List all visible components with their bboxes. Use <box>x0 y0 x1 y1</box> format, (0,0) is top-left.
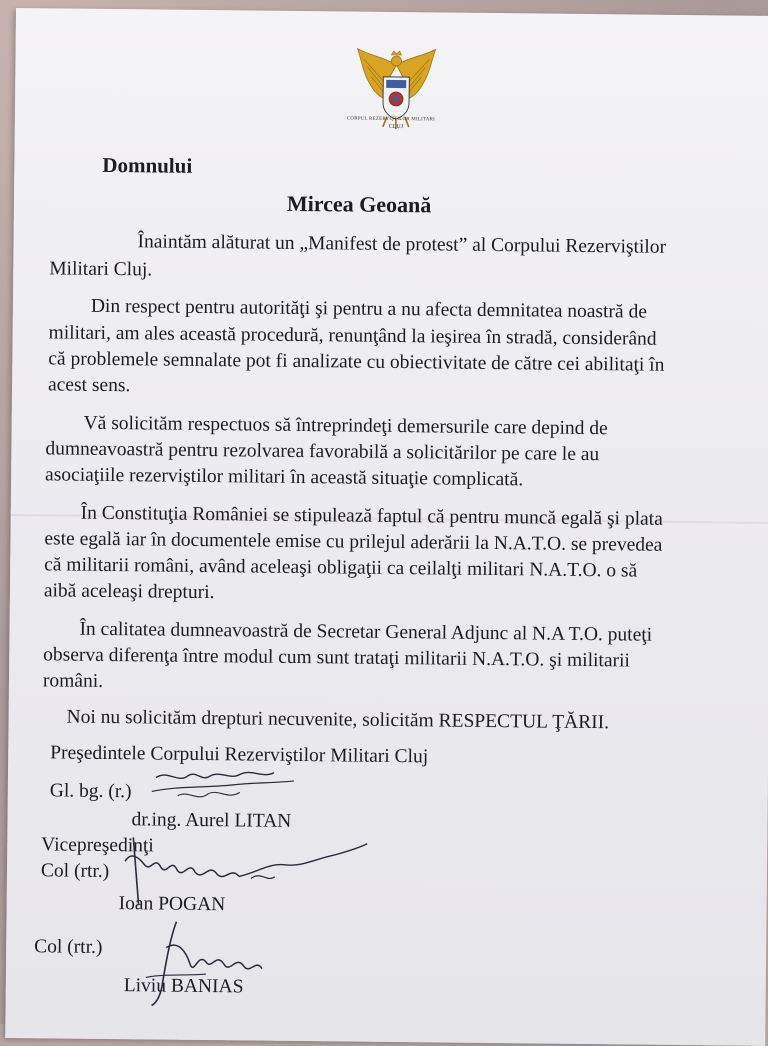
body-line: Militari Cluj. <box>49 258 153 281</box>
body-line: că problemele semnalate pot fi analizate cu obiectivitate de către cei abilitaţi în <box>48 348 665 376</box>
body-line: În calitatea dumneavoastră de Secretar General Adjunc al N.A T.O. puteţi <box>79 618 653 646</box>
body-line: acest sens. <box>47 374 131 397</box>
body-line: români. <box>42 670 104 692</box>
body-line: militari, am ales această procedură, renunţând la ieşirea în stradă, considerând <box>48 322 657 350</box>
letter-page <box>5 8 768 1046</box>
rank-label: Col (rtr.) <box>34 936 103 958</box>
body-line: Înaintăm alăturat un „Manifest de protest” al Corpului Rezerviştilor <box>137 231 667 258</box>
signatory-name: Ioan POGAN <box>118 893 226 916</box>
closing-statement: Noi nu solicităm drepturi necuvenite, solicităm RESPECTUL ŢĂRII. <box>66 706 610 734</box>
body-line: că militarii români, având aceleaşi obligaţii ca ceilalţi militari N.A.T.O. o să <box>44 554 638 582</box>
signature-pogan-icon <box>111 831 372 914</box>
rank-label: Col (rtr.) <box>40 860 110 883</box>
body-line: Din respect pentru autorităţi şi pentru a nu afecta demnitatea noastră de <box>90 295 648 323</box>
body-line: asociaţiile rezerviştilor militari în această situaţie complicată. <box>45 464 524 491</box>
president-title: Preşedintele Corpului Rezerviştilor Militari Cluj <box>50 742 429 768</box>
rank-label: Gl. bg. (r.) <box>49 780 132 803</box>
signature-litan-icon <box>148 765 298 815</box>
signature-banias-icon <box>123 917 277 1009</box>
body-line: observa diferenţa între modul cum sunt trataţi militarii N.A.T.O. şi militarii <box>43 644 630 672</box>
recipient-name: Mircea Geoană <box>286 190 432 218</box>
body-line: Vă solicităm respectuos să întreprindeţi demersurile care depind de <box>83 412 608 440</box>
signatory-name: Liviu BANIAS <box>123 975 244 998</box>
emblem-city: CLUJ <box>388 123 404 131</box>
body-line: În Constituţia României se stipulează faptul că pentru muncă egală şi plata <box>80 502 663 530</box>
body-line: aibă aceleaşi drepturi. <box>43 580 215 604</box>
vice-presidents-title: Vicepreşedinţi <box>41 834 154 857</box>
signatory-name: dr.ing. Aurel LITAN <box>131 809 292 832</box>
body-line: dumneavoastră pentru rezolvarea favorabilă a solicitărilor pe care le au <box>45 438 600 466</box>
salutation: Domnului <box>102 152 193 178</box>
body-line: este egală iar în documentele emise cu prilejul aderării la N.A.T.O. se prevedea <box>44 528 663 556</box>
emblem-caption: CORPUL REZERVIŞTILOR MILITARI <box>346 116 436 123</box>
